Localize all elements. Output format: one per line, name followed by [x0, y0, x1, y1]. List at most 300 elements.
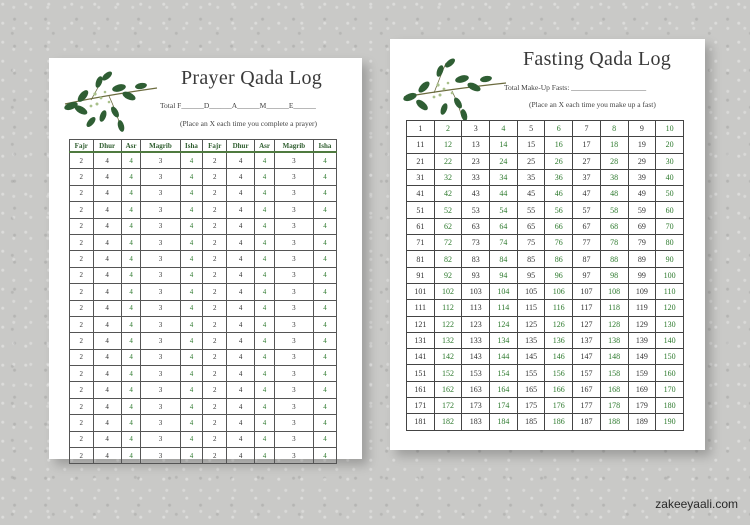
prayer-count-cell[interactable]: 3: [141, 448, 180, 464]
fast-number-cell[interactable]: 49: [628, 186, 656, 202]
prayer-count-cell[interactable]: 4: [121, 185, 141, 201]
prayer-count-cell[interactable]: 4: [93, 316, 121, 332]
fast-number-cell[interactable]: 41: [407, 186, 435, 202]
fast-number-cell[interactable]: 5: [517, 121, 545, 137]
fast-number-cell[interactable]: 123: [462, 316, 490, 332]
prayer-count-cell[interactable]: 2: [70, 202, 94, 218]
fast-number-cell[interactable]: 164: [490, 381, 518, 397]
prayer-count-cell[interactable]: 4: [121, 202, 141, 218]
prayer-count-cell[interactable]: 4: [227, 218, 255, 234]
fast-number-cell[interactable]: 157: [573, 365, 601, 381]
fast-number-cell[interactable]: 44: [490, 186, 518, 202]
fast-number-cell[interactable]: 187: [573, 414, 601, 430]
prayer-count-cell[interactable]: 4: [313, 185, 336, 201]
fast-number-cell[interactable]: 27: [573, 153, 601, 169]
fast-number-cell[interactable]: 97: [573, 267, 601, 283]
fast-number-cell[interactable]: 20: [656, 137, 684, 153]
prayer-count-cell[interactable]: 4: [313, 152, 336, 169]
fast-number-cell[interactable]: 59: [628, 202, 656, 218]
fast-number-cell[interactable]: 7: [573, 121, 601, 137]
prayer-count-cell[interactable]: 2: [203, 349, 227, 365]
prayer-count-cell[interactable]: 4: [180, 366, 203, 382]
prayer-count-cell[interactable]: 3: [141, 415, 180, 431]
fast-number-cell[interactable]: 16: [545, 137, 573, 153]
prayer-count-cell[interactable]: 3: [274, 300, 313, 316]
fast-number-cell[interactable]: 55: [517, 202, 545, 218]
fast-number-cell[interactable]: 173: [462, 398, 490, 414]
fast-number-cell[interactable]: 170: [656, 381, 684, 397]
fast-number-cell[interactable]: 34: [490, 169, 518, 185]
prayer-count-cell[interactable]: 4: [121, 398, 141, 414]
prayer-count-cell[interactable]: 2: [70, 267, 94, 283]
fast-number-cell[interactable]: 46: [545, 186, 573, 202]
prayer-count-cell[interactable]: 4: [180, 234, 203, 250]
fast-number-cell[interactable]: 146: [545, 349, 573, 365]
prayer-count-cell[interactable]: 3: [141, 169, 180, 185]
fast-number-cell[interactable]: 182: [434, 414, 462, 430]
prayer-count-cell[interactable]: 4: [313, 349, 336, 365]
prayer-count-cell[interactable]: 4: [227, 152, 255, 169]
fast-number-cell[interactable]: 71: [407, 235, 435, 251]
fast-number-cell[interactable]: 114: [490, 300, 518, 316]
prayer-count-cell[interactable]: 4: [313, 218, 336, 234]
prayer-count-cell[interactable]: 2: [203, 366, 227, 382]
fast-number-cell[interactable]: 74: [490, 235, 518, 251]
fast-number-cell[interactable]: 112: [434, 300, 462, 316]
prayer-count-cell[interactable]: 3: [274, 333, 313, 349]
fast-number-cell[interactable]: 169: [628, 381, 656, 397]
prayer-count-cell[interactable]: 2: [203, 251, 227, 267]
prayer-count-cell[interactable]: 4: [255, 333, 275, 349]
prayer-count-cell[interactable]: 2: [70, 185, 94, 201]
prayer-count-cell[interactable]: 2: [203, 169, 227, 185]
fast-number-cell[interactable]: 76: [545, 235, 573, 251]
prayer-count-cell[interactable]: 4: [180, 152, 203, 169]
fast-number-cell[interactable]: 119: [628, 300, 656, 316]
prayer-count-cell[interactable]: 2: [70, 316, 94, 332]
prayer-count-cell[interactable]: 2: [203, 333, 227, 349]
fast-number-cell[interactable]: 84: [490, 251, 518, 267]
prayer-count-cell[interactable]: 2: [203, 398, 227, 414]
fast-number-cell[interactable]: 150: [656, 349, 684, 365]
prayer-count-cell[interactable]: 3: [141, 300, 180, 316]
prayer-count-cell[interactable]: 4: [121, 366, 141, 382]
fast-number-cell[interactable]: 113: [462, 300, 490, 316]
prayer-count-cell[interactable]: 2: [203, 415, 227, 431]
prayer-count-cell[interactable]: 2: [203, 316, 227, 332]
prayer-count-cell[interactable]: 4: [121, 333, 141, 349]
fast-number-cell[interactable]: 63: [462, 218, 490, 234]
fast-number-cell[interactable]: 60: [656, 202, 684, 218]
prayer-count-cell[interactable]: 4: [227, 448, 255, 464]
fast-number-cell[interactable]: 88: [600, 251, 628, 267]
prayer-count-cell[interactable]: 4: [227, 431, 255, 447]
prayer-count-cell[interactable]: 4: [313, 234, 336, 250]
fast-number-cell[interactable]: 116: [545, 300, 573, 316]
fast-number-cell[interactable]: 134: [490, 332, 518, 348]
fast-number-cell[interactable]: 185: [517, 414, 545, 430]
prayer-count-cell[interactable]: 3: [141, 202, 180, 218]
prayer-count-cell[interactable]: 4: [227, 185, 255, 201]
fast-number-cell[interactable]: 35: [517, 169, 545, 185]
fast-number-cell[interactable]: 122: [434, 316, 462, 332]
fast-number-cell[interactable]: 26: [545, 153, 573, 169]
fast-number-cell[interactable]: 181: [407, 414, 435, 430]
fast-number-cell[interactable]: 168: [600, 381, 628, 397]
fast-number-cell[interactable]: 82: [434, 251, 462, 267]
fast-number-cell[interactable]: 131: [407, 332, 435, 348]
prayer-count-cell[interactable]: 3: [274, 284, 313, 300]
fast-number-cell[interactable]: 91: [407, 267, 435, 283]
prayer-count-cell[interactable]: 4: [227, 316, 255, 332]
fast-number-cell[interactable]: 137: [573, 332, 601, 348]
prayer-count-cell[interactable]: 4: [93, 152, 121, 169]
prayer-count-cell[interactable]: 3: [274, 431, 313, 447]
fast-number-cell[interactable]: 22: [434, 153, 462, 169]
prayer-count-cell[interactable]: 4: [255, 267, 275, 283]
prayer-count-cell[interactable]: 4: [255, 349, 275, 365]
prayer-count-cell[interactable]: 4: [313, 415, 336, 431]
fast-number-cell[interactable]: 183: [462, 414, 490, 430]
fast-number-cell[interactable]: 2: [434, 121, 462, 137]
fast-number-cell[interactable]: 94: [490, 267, 518, 283]
fast-number-cell[interactable]: 95: [517, 267, 545, 283]
fast-number-cell[interactable]: 56: [545, 202, 573, 218]
fast-number-cell[interactable]: 171: [407, 398, 435, 414]
prayer-count-cell[interactable]: 4: [121, 300, 141, 316]
fast-number-cell[interactable]: 109: [628, 283, 656, 299]
fast-number-cell[interactable]: 124: [490, 316, 518, 332]
fast-number-cell[interactable]: 140: [656, 332, 684, 348]
fast-number-cell[interactable]: 127: [573, 316, 601, 332]
prayer-count-cell[interactable]: 4: [180, 316, 203, 332]
fast-number-cell[interactable]: 159: [628, 365, 656, 381]
prayer-count-cell[interactable]: 4: [180, 251, 203, 267]
prayer-count-cell[interactable]: 3: [141, 218, 180, 234]
prayer-count-cell[interactable]: 4: [255, 234, 275, 250]
prayer-count-cell[interactable]: 2: [70, 284, 94, 300]
prayer-count-cell[interactable]: 4: [93, 431, 121, 447]
fast-number-cell[interactable]: 43: [462, 186, 490, 202]
prayer-count-cell[interactable]: 4: [255, 316, 275, 332]
prayer-count-cell[interactable]: 4: [180, 382, 203, 398]
prayer-count-cell[interactable]: 4: [180, 202, 203, 218]
prayer-count-cell[interactable]: 3: [274, 169, 313, 185]
fast-number-cell[interactable]: 68: [600, 218, 628, 234]
prayer-count-cell[interactable]: 4: [227, 333, 255, 349]
prayer-count-cell[interactable]: 2: [70, 300, 94, 316]
prayer-count-cell[interactable]: 4: [255, 448, 275, 464]
prayer-count-cell[interactable]: 4: [121, 431, 141, 447]
fast-number-cell[interactable]: 172: [434, 398, 462, 414]
prayer-count-cell[interactable]: 2: [70, 169, 94, 185]
prayer-count-cell[interactable]: 3: [274, 349, 313, 365]
prayer-count-cell[interactable]: 2: [70, 448, 94, 464]
prayer-count-cell[interactable]: 2: [70, 218, 94, 234]
prayer-count-cell[interactable]: 4: [313, 284, 336, 300]
fast-number-cell[interactable]: 17: [573, 137, 601, 153]
fast-number-cell[interactable]: 139: [628, 332, 656, 348]
fast-number-cell[interactable]: 136: [545, 332, 573, 348]
fast-number-cell[interactable]: 178: [600, 398, 628, 414]
fast-number-cell[interactable]: 3: [462, 121, 490, 137]
prayer-count-cell[interactable]: 3: [274, 366, 313, 382]
prayer-count-cell[interactable]: 4: [227, 267, 255, 283]
fast-number-cell[interactable]: 89: [628, 251, 656, 267]
fast-number-cell[interactable]: 144: [490, 349, 518, 365]
fast-number-cell[interactable]: 73: [462, 235, 490, 251]
fast-number-cell[interactable]: 69: [628, 218, 656, 234]
fast-number-cell[interactable]: 130: [656, 316, 684, 332]
prayer-count-cell[interactable]: 4: [93, 398, 121, 414]
fast-number-cell[interactable]: 92: [434, 267, 462, 283]
prayer-count-cell[interactable]: 3: [141, 398, 180, 414]
fast-number-cell[interactable]: 14: [490, 137, 518, 153]
prayer-count-cell[interactable]: 3: [141, 431, 180, 447]
fast-number-cell[interactable]: 33: [462, 169, 490, 185]
fast-number-cell[interactable]: 165: [517, 381, 545, 397]
fast-number-cell[interactable]: 152: [434, 365, 462, 381]
fast-number-cell[interactable]: 37: [573, 169, 601, 185]
fast-number-cell[interactable]: 96: [545, 267, 573, 283]
prayer-count-cell[interactable]: 4: [121, 169, 141, 185]
fast-number-cell[interactable]: 77: [573, 235, 601, 251]
prayer-count-cell[interactable]: 2: [203, 431, 227, 447]
prayer-count-cell[interactable]: 3: [141, 366, 180, 382]
prayer-count-cell[interactable]: 4: [93, 202, 121, 218]
prayer-count-cell[interactable]: 4: [255, 169, 275, 185]
fast-number-cell[interactable]: 115: [517, 300, 545, 316]
prayer-count-cell[interactable]: 4: [255, 218, 275, 234]
prayer-count-cell[interactable]: 4: [313, 398, 336, 414]
fast-number-cell[interactable]: 160: [656, 365, 684, 381]
fast-number-cell[interactable]: 142: [434, 349, 462, 365]
prayer-count-cell[interactable]: 4: [93, 169, 121, 185]
prayer-count-cell[interactable]: 4: [93, 234, 121, 250]
prayer-count-cell[interactable]: 2: [70, 152, 94, 169]
fast-number-cell[interactable]: 161: [407, 381, 435, 397]
prayer-count-cell[interactable]: 3: [141, 152, 180, 169]
prayer-count-cell[interactable]: 4: [180, 349, 203, 365]
prayer-count-cell[interactable]: 3: [274, 267, 313, 283]
prayer-count-cell[interactable]: 4: [313, 333, 336, 349]
prayer-count-cell[interactable]: 4: [313, 448, 336, 464]
prayer-count-cell[interactable]: 4: [93, 382, 121, 398]
fast-number-cell[interactable]: 189: [628, 414, 656, 430]
fast-number-cell[interactable]: 29: [628, 153, 656, 169]
fast-number-cell[interactable]: 90: [656, 251, 684, 267]
prayer-count-cell[interactable]: 3: [274, 152, 313, 169]
fast-number-cell[interactable]: 58: [600, 202, 628, 218]
prayer-count-cell[interactable]: 3: [141, 349, 180, 365]
prayer-count-cell[interactable]: 4: [93, 366, 121, 382]
fast-number-cell[interactable]: 52: [434, 202, 462, 218]
fast-number-cell[interactable]: 162: [434, 381, 462, 397]
prayer-count-cell[interactable]: 2: [70, 234, 94, 250]
prayer-count-cell[interactable]: 2: [70, 349, 94, 365]
fast-number-cell[interactable]: 86: [545, 251, 573, 267]
fast-number-cell[interactable]: 166: [545, 381, 573, 397]
fast-number-cell[interactable]: 163: [462, 381, 490, 397]
fast-number-cell[interactable]: 125: [517, 316, 545, 332]
prayer-count-cell[interactable]: 3: [274, 234, 313, 250]
prayer-count-cell[interactable]: 3: [141, 185, 180, 201]
prayer-count-cell[interactable]: 4: [227, 349, 255, 365]
fast-number-cell[interactable]: 126: [545, 316, 573, 332]
fast-number-cell[interactable]: 80: [656, 235, 684, 251]
prayer-count-cell[interactable]: 3: [141, 251, 180, 267]
prayer-count-cell[interactable]: 4: [313, 366, 336, 382]
prayer-count-cell[interactable]: 4: [180, 415, 203, 431]
fast-number-cell[interactable]: 176: [545, 398, 573, 414]
fast-number-cell[interactable]: 103: [462, 283, 490, 299]
prayer-count-cell[interactable]: 3: [274, 316, 313, 332]
prayer-count-cell[interactable]: 2: [203, 152, 227, 169]
prayer-count-cell[interactable]: 4: [93, 349, 121, 365]
prayer-count-cell[interactable]: 4: [121, 234, 141, 250]
fast-number-cell[interactable]: 102: [434, 283, 462, 299]
prayer-count-cell[interactable]: 4: [121, 415, 141, 431]
fast-number-cell[interactable]: 4: [490, 121, 518, 137]
fast-number-cell[interactable]: 24: [490, 153, 518, 169]
fast-number-cell[interactable]: 15: [517, 137, 545, 153]
fast-number-cell[interactable]: 81: [407, 251, 435, 267]
prayer-count-cell[interactable]: 3: [141, 316, 180, 332]
fast-number-cell[interactable]: 135: [517, 332, 545, 348]
prayer-count-cell[interactable]: 2: [203, 234, 227, 250]
prayer-count-cell[interactable]: 3: [274, 398, 313, 414]
prayer-count-cell[interactable]: 4: [227, 284, 255, 300]
prayer-count-cell[interactable]: 4: [227, 366, 255, 382]
prayer-count-cell[interactable]: 4: [121, 284, 141, 300]
prayer-count-cell[interactable]: 4: [227, 300, 255, 316]
fast-number-cell[interactable]: 118: [600, 300, 628, 316]
fast-number-cell[interactable]: 64: [490, 218, 518, 234]
fast-number-cell[interactable]: 83: [462, 251, 490, 267]
fast-number-cell[interactable]: 39: [628, 169, 656, 185]
fast-number-cell[interactable]: 53: [462, 202, 490, 218]
prayer-count-cell[interactable]: 4: [180, 448, 203, 464]
prayer-count-cell[interactable]: 4: [255, 431, 275, 447]
prayer-count-cell[interactable]: 4: [227, 251, 255, 267]
prayer-count-cell[interactable]: 4: [255, 202, 275, 218]
prayer-count-cell[interactable]: 4: [180, 284, 203, 300]
fast-number-cell[interactable]: 23: [462, 153, 490, 169]
prayer-count-cell[interactable]: 4: [93, 267, 121, 283]
fast-number-cell[interactable]: 47: [573, 186, 601, 202]
fast-number-cell[interactable]: 190: [656, 414, 684, 430]
prayer-count-cell[interactable]: 4: [313, 382, 336, 398]
fast-number-cell[interactable]: 30: [656, 153, 684, 169]
fast-number-cell[interactable]: 62: [434, 218, 462, 234]
prayer-count-cell[interactable]: 4: [255, 251, 275, 267]
fast-number-cell[interactable]: 132: [434, 332, 462, 348]
prayer-count-cell[interactable]: 4: [180, 300, 203, 316]
fast-number-cell[interactable]: 18: [600, 137, 628, 153]
fast-number-cell[interactable]: 75: [517, 235, 545, 251]
fast-number-cell[interactable]: 167: [573, 381, 601, 397]
prayer-count-cell[interactable]: 4: [313, 202, 336, 218]
prayer-count-cell[interactable]: 4: [121, 448, 141, 464]
prayer-count-cell[interactable]: 4: [180, 398, 203, 414]
fast-number-cell[interactable]: 6: [545, 121, 573, 137]
fast-number-cell[interactable]: 158: [600, 365, 628, 381]
fast-number-cell[interactable]: 145: [517, 349, 545, 365]
fast-number-cell[interactable]: 1: [407, 121, 435, 137]
fast-number-cell[interactable]: 153: [462, 365, 490, 381]
fast-number-cell[interactable]: 179: [628, 398, 656, 414]
fast-number-cell[interactable]: 85: [517, 251, 545, 267]
fast-number-cell[interactable]: 141: [407, 349, 435, 365]
fast-number-cell[interactable]: 79: [628, 235, 656, 251]
fast-number-cell[interactable]: 99: [628, 267, 656, 283]
prayer-count-cell[interactable]: 4: [121, 267, 141, 283]
fast-number-cell[interactable]: 154: [490, 365, 518, 381]
fast-number-cell[interactable]: 61: [407, 218, 435, 234]
fast-number-cell[interactable]: 25: [517, 153, 545, 169]
fast-number-cell[interactable]: 51: [407, 202, 435, 218]
fast-number-cell[interactable]: 28: [600, 153, 628, 169]
prayer-count-cell[interactable]: 2: [70, 333, 94, 349]
fast-number-cell[interactable]: 151: [407, 365, 435, 381]
fast-number-cell[interactable]: 175: [517, 398, 545, 414]
prayer-count-cell[interactable]: 3: [274, 382, 313, 398]
fast-number-cell[interactable]: 66: [545, 218, 573, 234]
fast-number-cell[interactable]: 129: [628, 316, 656, 332]
prayer-count-cell[interactable]: 4: [121, 251, 141, 267]
prayer-count-cell[interactable]: 3: [141, 234, 180, 250]
prayer-count-cell[interactable]: 3: [141, 267, 180, 283]
prayer-count-cell[interactable]: 4: [93, 251, 121, 267]
prayer-count-cell[interactable]: 4: [180, 333, 203, 349]
prayer-count-cell[interactable]: 4: [313, 169, 336, 185]
fast-number-cell[interactable]: 50: [656, 186, 684, 202]
fast-number-cell[interactable]: 12: [434, 137, 462, 153]
fast-number-cell[interactable]: 180: [656, 398, 684, 414]
prayer-count-cell[interactable]: 2: [203, 218, 227, 234]
prayer-count-cell[interactable]: 2: [203, 202, 227, 218]
prayer-count-cell[interactable]: 4: [255, 415, 275, 431]
prayer-count-cell[interactable]: 2: [70, 398, 94, 414]
prayer-count-cell[interactable]: 4: [93, 284, 121, 300]
fast-number-cell[interactable]: 78: [600, 235, 628, 251]
prayer-count-cell[interactable]: 4: [227, 398, 255, 414]
prayer-count-cell[interactable]: 4: [180, 267, 203, 283]
prayer-count-cell[interactable]: 4: [255, 382, 275, 398]
fast-number-cell[interactable]: 104: [490, 283, 518, 299]
fast-number-cell[interactable]: 133: [462, 332, 490, 348]
prayer-count-cell[interactable]: 4: [180, 431, 203, 447]
fast-number-cell[interactable]: 111: [407, 300, 435, 316]
prayer-count-cell[interactable]: 4: [227, 415, 255, 431]
fast-number-cell[interactable]: 106: [545, 283, 573, 299]
fast-number-cell[interactable]: 120: [656, 300, 684, 316]
fast-number-cell[interactable]: 107: [573, 283, 601, 299]
fast-number-cell[interactable]: 54: [490, 202, 518, 218]
prayer-count-cell[interactable]: 3: [274, 202, 313, 218]
prayer-count-cell[interactable]: 2: [203, 382, 227, 398]
fast-number-cell[interactable]: 45: [517, 186, 545, 202]
fast-number-cell[interactable]: 38: [600, 169, 628, 185]
prayer-count-cell[interactable]: 4: [255, 366, 275, 382]
prayer-count-cell[interactable]: 4: [313, 431, 336, 447]
fast-number-cell[interactable]: 48: [600, 186, 628, 202]
prayer-count-cell[interactable]: 2: [203, 300, 227, 316]
prayer-count-cell[interactable]: 4: [313, 251, 336, 267]
fast-number-cell[interactable]: 121: [407, 316, 435, 332]
fast-number-cell[interactable]: 177: [573, 398, 601, 414]
fast-number-cell[interactable]: 93: [462, 267, 490, 283]
